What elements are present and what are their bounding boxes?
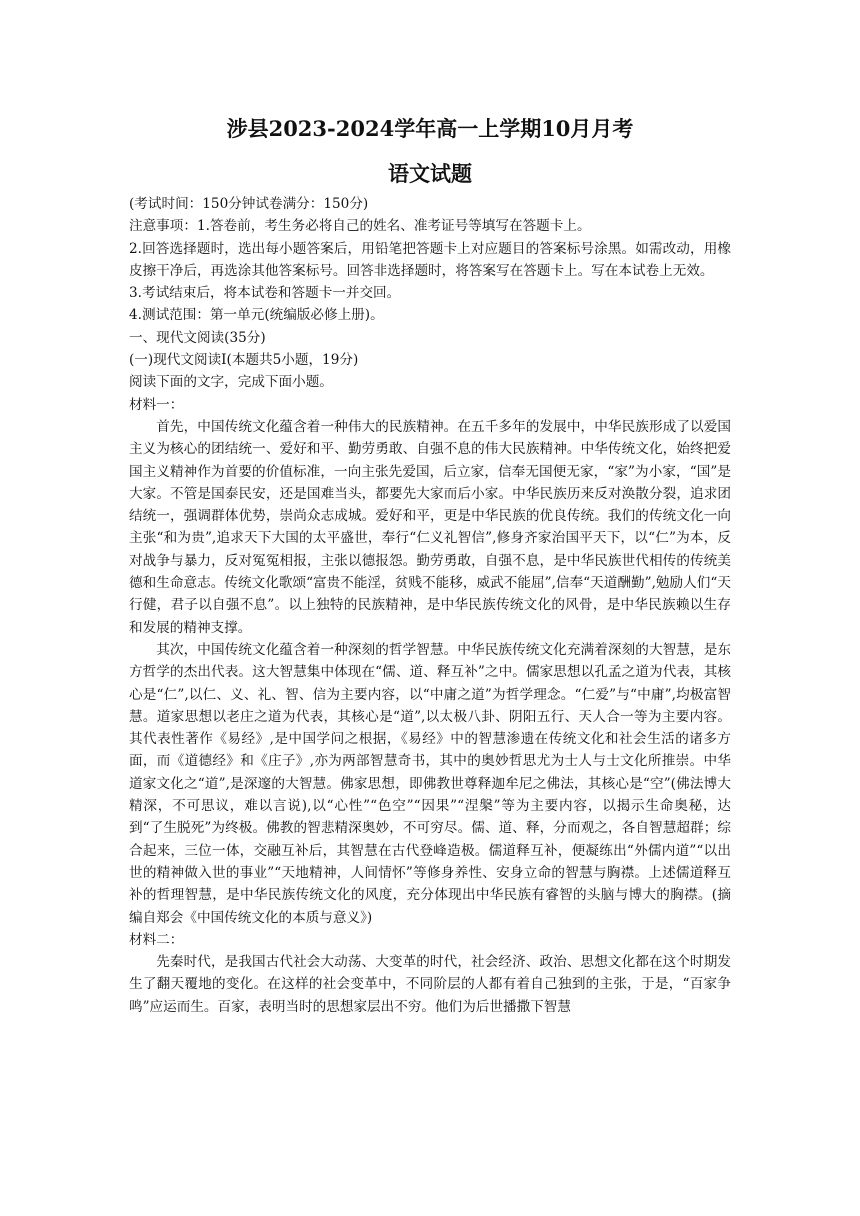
material-1-paragraph-2: 其次，中国传统文化蕴含着一种深刻的哲学智慧。中华民族传统文化充满着深刻的大智慧，是东方哲学的杰出代表。这大智慧集中体现在“儒、道、释互补”之中。儒家思想以孔孟之道为代表，其核心是“仁”,以仁、义、礼、智、信为主要内容，以“中庸之道”为哲学理念。“仁爱”与“中庸”,均极富智慧。道家思想以老庄之道为代表，其核心是“道”,以太极八卦、阴阳五行、天人合一等为主要内容。其代表性著作《易经》,是中国学问之根据，《易经》中的智慧渗遗在传统文化和社会生活的诸多方面，而《道德经》和《庄子》,亦为两部智慧奇书，其中的奥妙哲思尤为士人与士文化所推崇。中华道家文化之“道”,是深邃的大智慧。佛家思想，即佛教世尊释迦牟尼之佛法，其核心是“空”(佛法博大精深，不可思议，难以言说),以“心性”“色空”“因果”“涅槃”等为主要内容，以揭示生命奥秘，达到“了生脱死”为终极。佛教的智悲精深奥妙，不可穷尽。儒、道、释，分而观之，各自智慧超群；综合起来，三位一体，交融互补后，其智慧在古代登峰造极。儒道释互补，便凝练出“外儒内道”“以出世的精神做入世的事业”“天地精神，人间情怀”等修身养性、安身立命的智慧与胸襟。上述儒道释互补的哲理智慧，是中华民族传统文化的风度，充分体现出中华民族有睿智的头脑与博大的胸襟。(摘编自郑会《中国传统文化的本质与意义》) xyxy=(129,641,731,926)
material-2-paragraph-1: 先秦时代，是我国古代社会大动荡、大变革的时代，社会经济、政治、思想文化都在这个时期发生了翻天覆地的变化。在这样的社会变革中，不同阶层的人都有着自己独到的主张，于是，“百家争鸣”应运而生。百家，表明当时的思想家层出不穷。他们为后世播撒下智慧 xyxy=(129,954,731,1015)
exam-title: 涉县2023-2024学年高一上学期10月月考 xyxy=(226,116,634,141)
exam-subtitle: 语文试题 xyxy=(388,161,472,186)
exam-info: (考试时间：150分钟试卷满分：150分) xyxy=(129,196,369,212)
subsection-heading: (一)现代文阅读I(本题共5小题，19分) xyxy=(129,352,359,369)
material-1-label: 材料一： xyxy=(129,396,184,413)
note-1: 注意事项：1.答卷前，考生务必将自己的姓名、准考证号等填写在答题卡上。 xyxy=(129,218,591,235)
exam-body xyxy=(129,193,731,1018)
section-heading: 一、现代文阅读(35分) xyxy=(129,329,266,346)
note-3: 3.考试结束后，将本试卷和答题卡一并交回。 xyxy=(129,285,401,302)
material-1-paragraph-1: 首先，中国传统文化蕴含着一种伟大的民族精神。在五千多年的发展中，中华民族形成了以爱国主义为核心的团结统一、爱好和平、勤劳勇敢、自强不息的伟大民族精神。中华传统文化，始终把爱国主义精神作为首要的价值标准，一向主张先爱国，后立家，信奉无国便无家，“家”为小家，“国”是大家。不管是国泰民安，还是国难当头，都要先大家而后小家。中华民族历来反对涣散分裂，追求团结统一，强调群体优势，崇尚众志成城。爱好和平，更是中华民族的优良传统。我们的传统文化一向主张“和为贵”,追求天下大国的太平盛世，奉行“仁义礼智信”,修身齐家治国平天下，以“仁”为本，反对战争与暴力，反对冤冤相报，主张以德报怨。勤劳勇敢，自强不息，是中华民族世代相传的传统美德和生命意志。传统文化歌颂“富贵不能淫，贫贱不能移，威武不能屈”,信奉“天道酬勤”,勉励人们“天行健，君子以自强不息”。以上独特的民族精神，是中华民族传统文化的风骨，是中华民族赖以生存和发展的精神支撑。 xyxy=(129,418,731,636)
reading-instruction: 阅读下面的文字，完成下面小题。 xyxy=(129,374,333,391)
material-2-label: 材料二： xyxy=(129,931,184,948)
note-2: 2.回答选择题时，选出每小题答案后，用铅笔把答题卡上对应题目的答案标号涂黑。如需改动，用橡皮擦干净后，再选涂其他答案标号。回答非选择题时，将答案写在答题卡上。写在本试卷上无效。 xyxy=(129,240,731,279)
note-4: 4.测试范围：第一单元(统编版必修上册)。 xyxy=(129,307,384,324)
